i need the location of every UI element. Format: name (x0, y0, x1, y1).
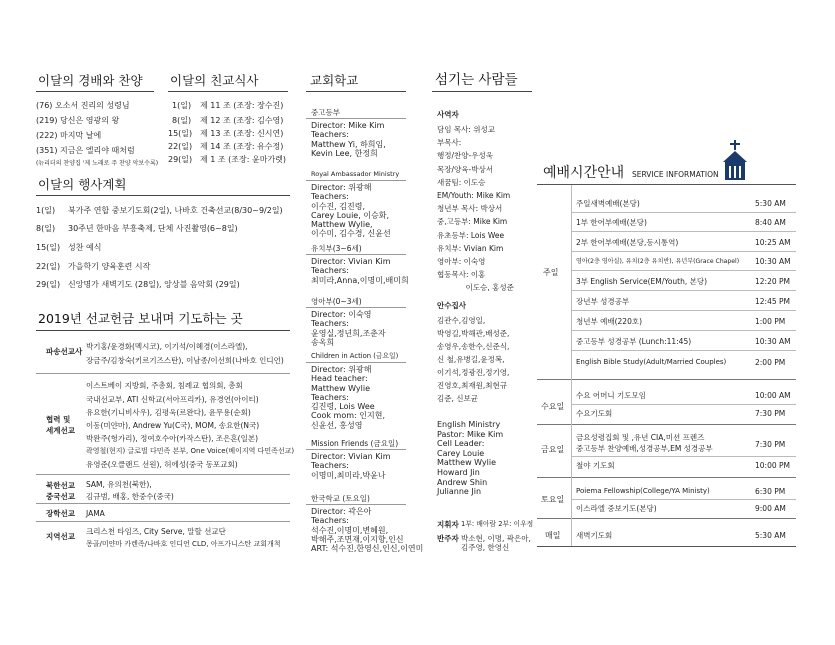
mission-label: 파송선교사 (46, 347, 83, 356)
service-name: 금요성령집회 및 ,유년 CIA,미션 프렌즈 중고등부 찬양예배,성경공부,EM 성경공부 (576, 433, 713, 453)
service-day: 매일 (545, 531, 561, 540)
mission-line: 이동(미얀마), Andrew Yu(C국), MOM, 송요한(N국) (86, 421, 260, 430)
fellowship-title: 이달의 친교식사 (170, 73, 259, 88)
event-day: 22(일) (36, 262, 61, 271)
service-time: 5:30 AM (755, 531, 786, 540)
fellowship-day: 15(일) (168, 129, 193, 138)
mission-line: 유영준(오클랜드 선원), 허에성(중국 동포교회) (86, 460, 238, 469)
service-time: 10:25 AM (755, 238, 791, 247)
service-time: 12:20 PM (755, 277, 790, 286)
service-time: 5:30 AM (755, 199, 786, 208)
event-day: 1(일) (36, 206, 56, 215)
fellowship-day: 22(일) (168, 142, 193, 151)
section-head: 유치부(3~6세) (311, 244, 362, 253)
fellowship-text: 제 11 조 (조장: 장수진) (200, 101, 284, 110)
fellowship-day: 8(일) (172, 116, 192, 125)
conductor-label: 지휘자 (437, 520, 459, 529)
section-body: Director: Vivian Kim Teachers: 이명미,최미라,박윤나 (311, 452, 391, 480)
service-name: 철야 기도회 (576, 461, 615, 470)
event-day: 8(일) (36, 224, 56, 233)
service-name: 새벽기도회 (576, 531, 613, 540)
fellowship-text: 제 12 조 (조장: 김수영) (200, 116, 284, 125)
section-body: Director: 곽은아 Teachers: 석수진,이명미,변혜원, 박해주,조면재,이지향,인신 ART: 석수진,한영신,인신,이연미 (311, 507, 424, 554)
event-text: 30주년 한마음 부흥축제, 단체 사진촬영(6~8일) (68, 224, 238, 233)
service-name: 영아(2층 영아실), 유치(2층 유치반), 유년부(Grace Chapel) (576, 258, 740, 265)
service-time: 10:00 PM (755, 461, 790, 470)
service-time: 7:30 PM (755, 440, 786, 449)
section-body: Director: 위광해 Head teacher: Matthew Wylie Teachers: 김진령, Lois Wee Cook mom: 인지현, 신윤선, 홍성영 (311, 365, 385, 430)
service-day: 토요일 (541, 495, 565, 504)
service-name: English Bible Study(Adult/Married Couples) (576, 358, 727, 366)
service-name: 청년부 예배(220호) (576, 317, 643, 326)
event-text: 신앙명가 새벽기도 (28일), 앙상블 음악회 (29일) (68, 280, 240, 289)
service-name: Poiema Fellowship(College/YA Ministy) (576, 487, 710, 495)
service-time: 2:00 PM (755, 358, 786, 367)
service-time: 7:30 PM (755, 409, 786, 418)
section-body: Director: Mike Kim Teachers: Matthew Yi, 하희임, Kevin Lee, 한정희 (311, 121, 386, 158)
mission-line: 박기홍/윤경화(멕시코), 이기석/이혜경(이스라엘), (86, 342, 248, 351)
service-day: 주일 (543, 268, 559, 277)
list-item: (76) 오소서 진리의 성령님 (36, 101, 130, 110)
service-time: 9:00 AM (755, 504, 786, 513)
fellowship-day: 1(일) (172, 101, 192, 110)
section-head: 한국학교 (토요일) (311, 494, 370, 503)
service-time: 8:40 AM (755, 218, 786, 227)
list-item: (222) 마지막 날에 (36, 131, 102, 140)
accompanist-text: 박소현, 이명, 곽은아, 김주영, 한영신 (461, 534, 531, 552)
section-body: Director: 이숙영 Teachers: 윤영실,정년희,조춘자 송옥희 (311, 310, 386, 347)
school-title: 교회학교 (310, 73, 359, 88)
mission-line: 유요한(기니비사우), 김평욱(르완다), 윤무용(순회) (86, 408, 251, 417)
service-time: 10:00 AM (755, 391, 791, 400)
service-title: 예배시간안내 (543, 165, 625, 181)
english-ministry: English Ministry Pastor: Mike Kim Cell Leader: Carey Louie Matthew Wylie Howard Jin Andrew Shin Julianne Jin (437, 420, 504, 497)
mission-line: JAMA (86, 509, 105, 518)
service-name: 수요 어머니 기도모임 (576, 391, 646, 400)
mission-line: 곽영철(현지) 글로벌 다민족 본부, One Voice(베이지역 다민족선교) (86, 447, 295, 455)
staff-head: 사역자 (437, 110, 459, 119)
deacons-head: 안수집사 (437, 301, 466, 310)
service-name: 3부 English Service(EM/Youth, 본당) (576, 277, 708, 286)
list-item: (뉴리더의 찬양집 '제 노래로 주 찬양 악보수록) (36, 160, 159, 167)
mission-label: 북한선교 중국선교 (46, 481, 75, 501)
section-head: 영아부(0~3세) (311, 297, 362, 306)
list-item: (219) 당신은 영광의 왕 (36, 116, 120, 125)
conductor-text: 1부: 배아람 2부: 이우정 (461, 520, 534, 528)
mission-label: 장학선교 (46, 509, 75, 518)
servants-title: 섬기는 사람들 (435, 72, 518, 88)
mission-line: 몽골/미얀마 카렌족/나바호 인디언 CLD, 아프가니스탄 교회개척 (86, 540, 281, 548)
mission-line: SAM, 유의천(북한), (86, 480, 152, 489)
deacons-list: 김관수,김영일, 박영길,박해관,배성준, 송영우,송한수,신준식, 신 철,유병길,윤정복, 이기석,정광진,정기영, 진영호,최재원,최현규 김준, 신보균 (437, 316, 510, 403)
fellowship-text: 제 1 조 (조장: 윤마가렛) (200, 155, 287, 164)
service-name: 장년부 성경공부 (576, 297, 630, 306)
event-day: 15(일) (36, 243, 61, 252)
staff-list: 담임 목사: 위성교 부목사: 행정/찬양-우성욱 목장/양육-박상서 새꿈팀: 이도승 EM/Youth: Mike Kim 청년부 목사: 박상서 중,고등부: Mike Kim 유초등부: Lois Wee 유치부: Vivian Kim 영아부: 이숙영 협동목사: 이홍 이도승, 홍성준 (437, 125, 514, 293)
mission-label: 협력 및 세계선교 (46, 415, 75, 435)
mission-line: 국내선교부, ATI 신학교(서아프리카), 유경연(아이티) (86, 395, 259, 404)
mission-line: 크리스천 타임즈, City Serve, 말할 선교단 (86, 527, 226, 536)
fellowship-text: 제 14 조 (조장: 유수정) (200, 142, 284, 151)
event-day: 29(일) (36, 280, 61, 289)
service-name: 주일새벽예배(본당) (576, 199, 640, 208)
church-icon (720, 140, 750, 184)
service-name: 수요기도회 (576, 409, 613, 418)
list-item: (351) 지금은 엘리야 때처럼 (36, 146, 135, 155)
events-title: 이달의 행사계획 (38, 177, 127, 192)
mission-line: 김규범, 배홍, 한중수(중국) (86, 492, 174, 501)
mission-line: 이스트베이 지방회, 주총회, 침례교 협의회, 총회 (86, 381, 243, 390)
section-head: Mission Friends (금요일) (311, 439, 399, 448)
mission-line: 장금주/김창숙(키르기즈스탄), 이남종/이선희(나바호 인디언) (86, 356, 284, 365)
service-time: 10:30 AM (755, 257, 791, 266)
event-text: 가을학기 양육훈련 시작 (68, 262, 151, 271)
service-name: 1부 한어부예배(본당) (576, 218, 647, 227)
event-text: 북가주 연합 중보기도회(2일), 나바호 건축선교(8/30~9/2일) (68, 206, 283, 215)
service-day: 금요일 (541, 445, 565, 454)
section-body: Director: Vivian Kim Teachers: 최미라,Anna,이명미,배미희 (311, 257, 409, 285)
section-head: Royal Ambassador Ministry (311, 170, 400, 178)
service-time: 6:30 PM (755, 487, 786, 496)
fellowship-day: 29(일) (168, 155, 193, 164)
service-subtitle: SERVICE INFORMATION (632, 170, 719, 179)
hymns-title: 이달의 경배와 찬양 (38, 73, 143, 88)
event-text: 성찬 예식 (68, 243, 102, 252)
mission-label: 지역선교 (46, 532, 75, 541)
section-head: 중고등부 (311, 108, 340, 117)
mission-title: 2019년 선교헌금 보내며 기도하는 곳 (38, 311, 243, 326)
service-name: 이스라엘 중보기도(본당) (576, 504, 657, 513)
service-time: 10:30 AM (755, 337, 791, 346)
mission-line: 박완주(헝가리), 정여호수아(카작스탄), 조은혼(일본) (86, 434, 258, 443)
section-body: Director: 위광해 Teachers: 이수진, 김진령, Carey Louie, 이승화, Matthew Wylie, 이수미, 김수경, 신윤선 (311, 183, 391, 239)
service-day: 수요일 (541, 402, 565, 411)
service-time: 12:45 PM (755, 297, 790, 306)
service-name: 2부 한어부예배(본당,동시통역) (576, 238, 679, 247)
fellowship-text: 제 13 조 (조장: 신시연) (200, 129, 284, 138)
service-name: 중고등부 성경공부 (Lunch:11:45) (576, 337, 692, 346)
section-head: Children in Action (금요일) (311, 352, 399, 360)
service-time: 1:00 PM (755, 317, 786, 326)
accompanist-label: 반주자 (437, 534, 459, 543)
